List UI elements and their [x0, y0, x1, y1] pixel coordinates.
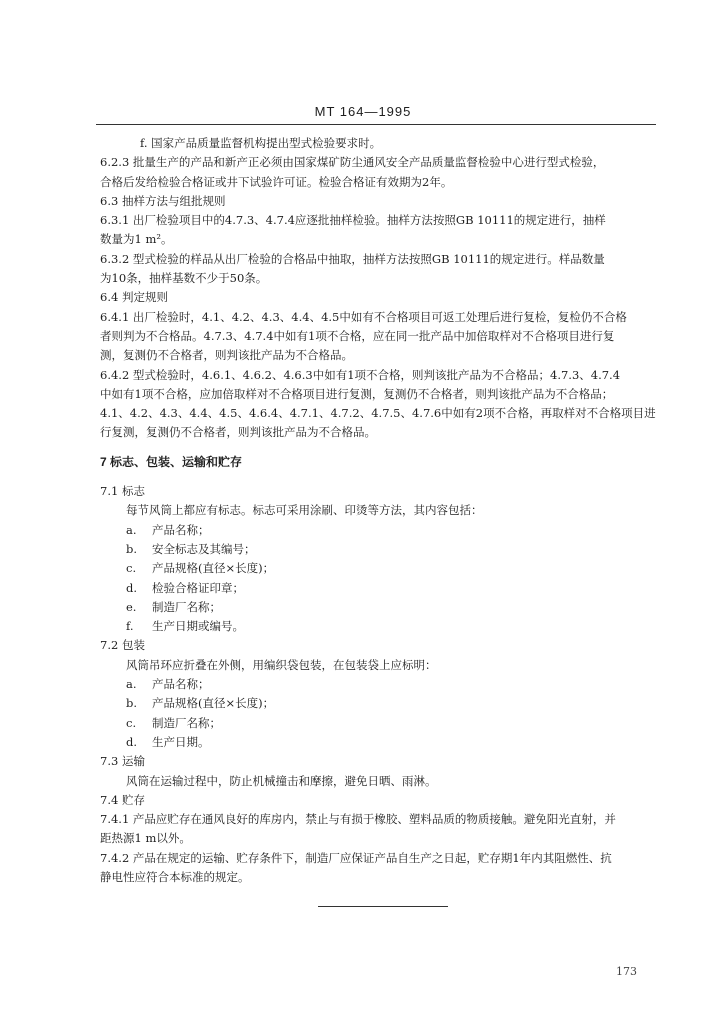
- list-item: e. 制造厂名称；: [126, 599, 221, 614]
- section-7-heading: 7 标志、包装、运输和贮存: [100, 454, 243, 469]
- list-item: c. 制造厂名称；: [126, 715, 221, 730]
- clause-7-2-intro: 风筒吊环应折叠在外侧，用编织袋包装，在包装袋上应标明：: [126, 657, 437, 672]
- clause-6-4-2-line-1: 6.4.2 型式检验时，4.6.1、4.6.2、4.6.3中如有1项不合格，则判该批产品为不合格品；4.7.3、4.7.4: [100, 367, 621, 382]
- clause-7-3-text: 风筒在运输过程中，防止机械撞击和摩擦，避免日晒、雨淋。: [126, 773, 437, 788]
- clause-6-3-heading: 6.3 抽样方法与组批规则: [100, 193, 226, 208]
- clause-6-2-3-line-2: 合格后发给检验合格证或井下试验许可证。检验合格证有效期为2年。: [100, 174, 453, 189]
- clause-6-4-1-line-3: 测，复测仍不合格者，则判该批产品为不合格品。: [100, 348, 353, 363]
- clause-6-3-2-line-2: 为10条，抽样基数不少于50条。: [100, 271, 268, 286]
- document-body: [100, 134, 656, 887]
- list-item: d. 生产日期。: [126, 734, 210, 749]
- standard-code-header: MT 164—1995: [314, 104, 412, 119]
- clause-6-3-2-line-1: 6.3.2 型式检验的样品从出厂检验的合格品中抽取，抽样方法按照GB 10111的规定进行。样品数量: [100, 251, 605, 266]
- clause-6-3-1-line-2: 数量为1 m²。: [100, 232, 173, 247]
- clause-7-2-heading: 7.2 包装: [100, 638, 145, 653]
- item-f-line: f. 国家产品质量监督机构提出型式检验要求时。: [140, 136, 382, 150]
- clause-6-4-2-line-3: 4.1、4.2、4.3、4.4、4.5、4.6.4、4.7.1、4.7.2、4.7.5、4.7.6中如有2项不合格，再取样对不合格项目进: [100, 406, 656, 421]
- list-item: a. 产品名称；: [126, 522, 210, 537]
- clause-7-3-heading: 7.3 运输: [100, 754, 145, 769]
- end-of-standard-rule: [318, 906, 448, 907]
- page-number: 173: [616, 965, 637, 978]
- list-item: a. 产品名称；: [126, 677, 210, 692]
- clause-6-3-1-line-1: 6.3.1 出厂检验项目中的4.7.3、4.7.4应逐批抽样检验。抽样方法按照GB 10111的规定进行，抽样: [100, 213, 606, 228]
- clause-7-4-2-line-1: 7.4.2 产品在规定的运输、贮存条件下，制造厂应保证产品自生产之日起，贮存期1年内其阻燃性、抗: [100, 850, 612, 865]
- clause-7-4-2-line-2: 静电性应符合本标准的规定。: [100, 869, 250, 884]
- list-item: f. 生产日期或编号。: [126, 619, 244, 634]
- clause-7-4-heading: 7.4 贮存: [100, 792, 145, 807]
- clause-6-4-1-line-1: 6.4.1 出厂检验时，4.1、4.2、4.3、4.4、4.5中如有不合格项目可返工处理后进行复检，复检仍不合格: [100, 309, 627, 324]
- clause-6-2-3-line-1: 6.2.3 批量生产的产品和新产正必须由国家煤矿防尘通风安全产品质量监督检验中心进行型式检验，: [100, 155, 605, 170]
- header-rule: [96, 124, 656, 125]
- clause-7-4-1-line-2: 距热源1 m以外。: [100, 831, 191, 846]
- clause-7-1-heading: 7.1 标志: [100, 484, 145, 499]
- list-item: b. 安全标志及其编号；: [126, 541, 256, 556]
- clause-6-4-1-line-2: 者则判为不合格品。4.7.3、4.7.4中如有1项不合格，应在同一批产品中加倍取样对不合格项目进行复: [100, 328, 615, 343]
- clause-7-4-1-line-1: 7.4.1 产品应贮存在通风良好的库房内，禁止与有损于橡胶、塑料品质的物质接触。避免阳光直射，并: [100, 812, 616, 827]
- clause-6-4-heading: 6.4 判定规则: [100, 290, 168, 305]
- list-item: d. 检验合格证印章；: [126, 580, 244, 595]
- clause-6-4-2-line-4: 行复测，复测仍不合格者，则判该批产品为不合格品。: [100, 425, 376, 440]
- list-item: b. 产品规格(直径×长度)；: [126, 696, 275, 711]
- clause-7-1-intro: 每节风筒上都应有标志。标志可采用涂刷、印烫等方法，其内容包括：: [126, 503, 483, 518]
- list-item: c. 产品规格(直径×长度)；: [126, 561, 275, 576]
- clause-6-4-2-line-2: 中如有1项不合格，应加倍取样对不合格项目进行复测，复测仍不合格者，则判该批产品为不合格品；: [100, 386, 614, 401]
